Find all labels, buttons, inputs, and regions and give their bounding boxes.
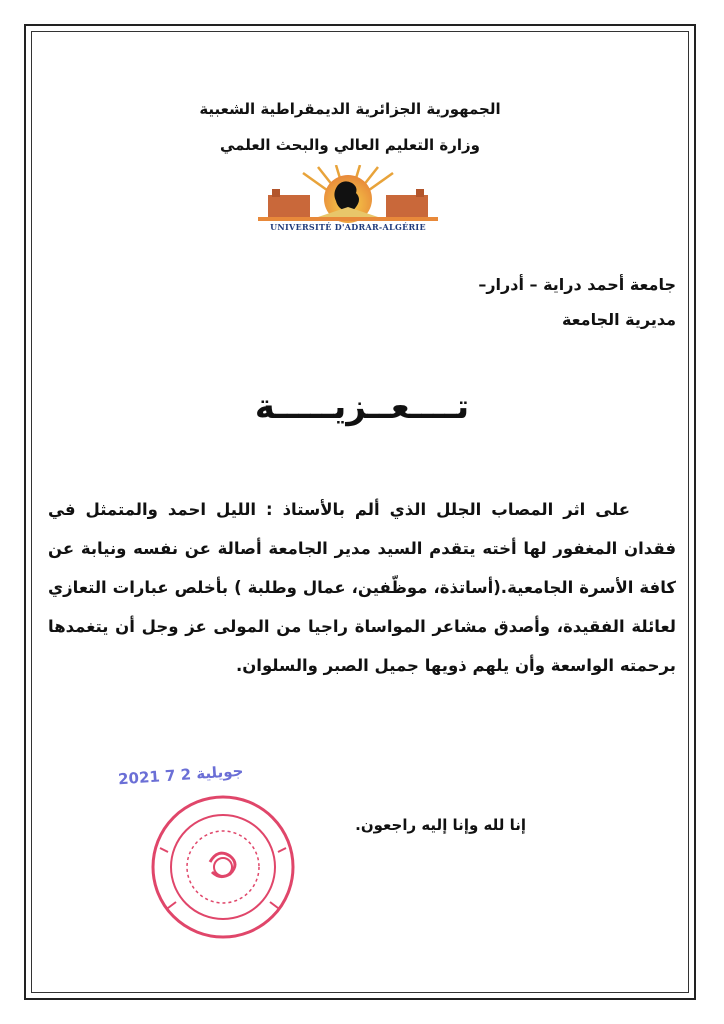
- letterhead: [170, 98, 530, 156]
- condolence-paragraph: على اثر المصاب الجلل الذي ألم بالأستاذ : الليل احمد والمتمثل في فقدان المغفور لها أخته يتقدم السيد مدير الجامعة أصالة عن نفسه ونيابة عن كافة الأسرة الجامعية.(أساتذة، موظّفين، عمال وطلبة ) بأخلص عبارات التعازي لعائلة الفقيدة، وأصدق مشاعر المواساة راجيا من المولى عز وجل أن يتغمدها برحمته الواسعة وأن يلهم ذويها جميل الصبر والسلوان.: [48, 500, 676, 675]
- university-logo-caption: UNIVERSITÉ D'ADRAR-ALGÉRIE: [270, 222, 426, 232]
- department-name: مديرية الجامعة: [561, 310, 676, 329]
- official-seal-icon: [148, 792, 298, 942]
- republic-name: الجمهورية الجزائرية الديمقراطية الشعبية: [199, 100, 501, 118]
- university-name: جامعة أحمد دراية – أدرار–: [478, 275, 676, 294]
- document-title: تــــعــزيـــــة: [254, 387, 470, 427]
- date-stamp: 2021 جويلية 2 7: [117, 761, 244, 789]
- condolence-body: [48, 490, 676, 685]
- closing-phrase: إنا لله وإنا إليه راجعون.: [355, 816, 526, 834]
- ministry-name: وزارة التعليم العالي والبحث العلمي: [219, 136, 481, 154]
